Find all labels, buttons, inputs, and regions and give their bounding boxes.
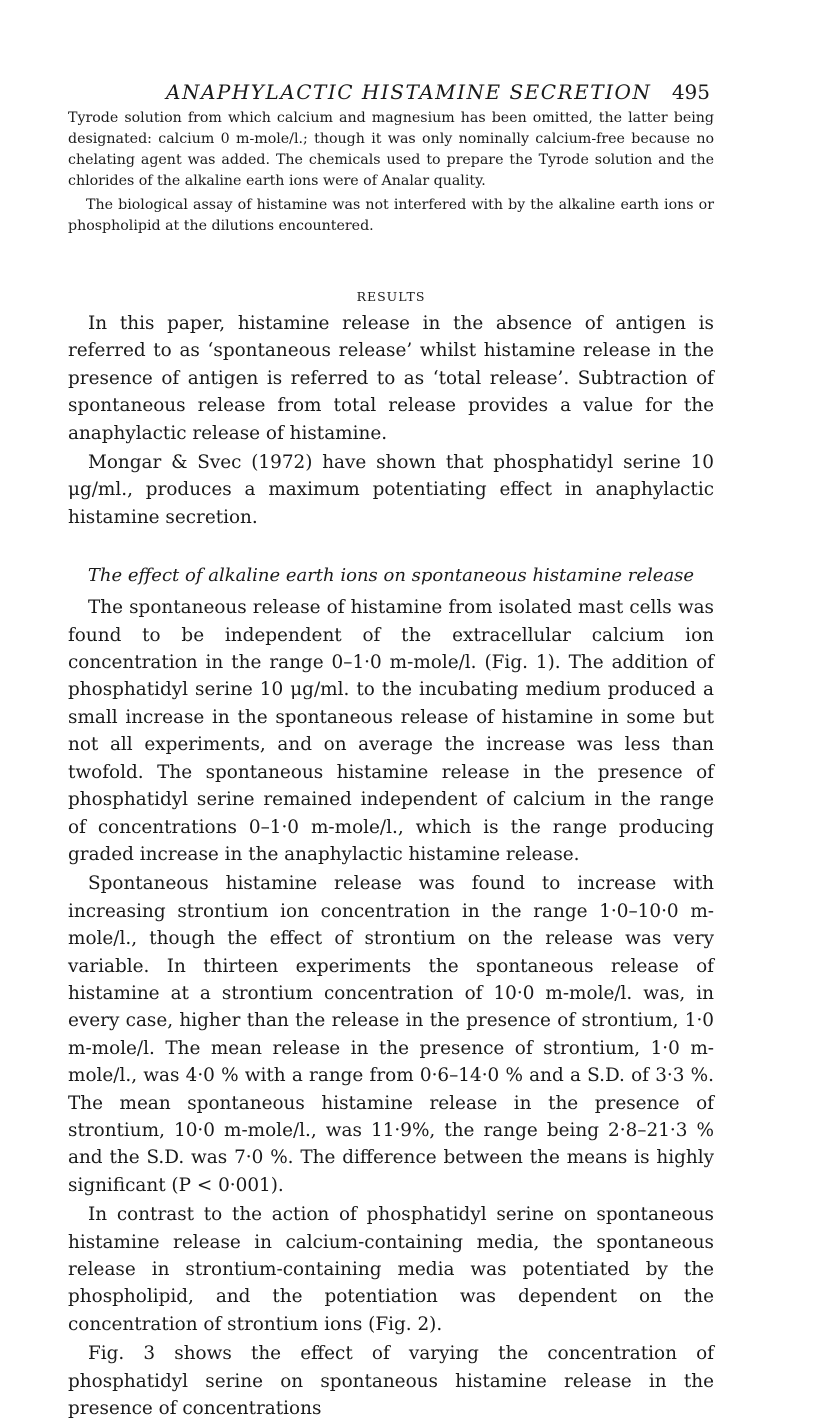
body-paragraph-3: In contrast to the action of phosphatidyl serine on spontaneous histamine release in calcium-containing media, the spontaneous release in strontium-containing media was potentiated by the phospholipid, and the potentiation was dependent on the concentration of strontium ions (Fig. 2). (68, 1204, 714, 1335)
methods-paragraph-2: The biological assay of histamine was not interfered with by the alkaline earth ions or phospholipid at the dilutions encountered. (68, 197, 714, 234)
page-number: 495 (671, 80, 710, 104)
results-paragraph-2: Mongar & Svec (1972) have shown that phosphatidyl serine 10 μg/ml., produces a maximum potentiating effect in anaphylactic histamine secretion. (68, 452, 714, 528)
page-content (68, 80, 714, 1422)
body-paragraph-2: Spontaneous histamine release was found to increase with increasing strontium ion concentration in the range 1·0–10·0 m-mole/l., though the effect of strontium on the release was very variable. In thirteen experiments the spontaneous release of histamine at a strontium concentration of 10·0 m-mole/l. was, in every case, higher than the release in the presence of strontium, 1·0 m-mole/l. The mean release in the presence of strontium, 1·0 m-mole/l., was 4·0 % with a range from 0·6–14·0 % and a S.D. of 3·3 %. The mean spontaneous histamine release in the presence of strontium, 10·0 m-mole/l., was 11·9%, the range being 2·8–21·3 % and the S.D. was 7·0 %. The difference between the means is highly significant (P < 0·001). (68, 873, 714, 1196)
results-heading: RESULTS (356, 289, 426, 304)
body-paragraph-1: The spontaneous release of histamine from isolated mast cells was found to be independent of the extracellular calcium ion concentration in the range 0–1·0 m-mole/l. (Fig. 1). The addition of phosphatidyl serine 10 μg/ml. to the incubating medium produced a small increase in the spontaneous release of histamine in some but not all experiments, and on average the increase was less than twofold. The spontaneous histamine release in the presence of phosphatidyl serine remained independent of calcium in the range of concentrations 0–1·0 m-mole/l., which is the range producing graded increase in the anaphylactic histamine release. (68, 597, 714, 865)
methods-paragraph-1: Tyrode solution from which calcium and magnesium has been omitted, the latter being designated: calcium 0 m-mole/l.; though it was only nominally calcium-free because no chelating agent was added. The chemicals used to prepare the Tyrode solution and the chlorides of the alkaline earth ions were of Analar quality. (68, 110, 714, 189)
running-title: ANAPHYLACTIC HISTAMINE SECRETION (166, 80, 652, 104)
section-heading: The effect of alkaline earth ions on spontaneous histamine release (87, 565, 695, 587)
results-paragraph-1: In this paper, histamine release in the absence of antigen is referred to as ‘spontaneous release’ whilst histamine release in the presence of antigen is referred to as ‘total release’. Subtraction of spontaneous release from total release provides a value for the anaphylactic release of histamine. (68, 313, 714, 444)
body-paragraph-4: Fig. 3 shows the effect of varying the concentration of phosphatidyl serine on spontaneous histamine release in the presence of concentrations (68, 1343, 714, 1420)
running-head (68, 80, 714, 108)
